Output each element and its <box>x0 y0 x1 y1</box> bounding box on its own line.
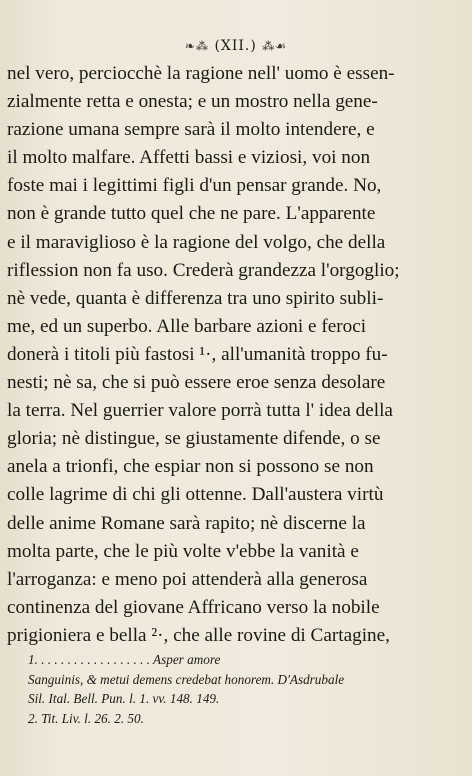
text-line: anela a trionfi, che espiar non si possono se non <box>7 456 374 478</box>
text-line: non è grande tutto quel che ne pare. L'apparente <box>7 203 376 225</box>
ornament-left: ❧⁂ <box>184 39 209 53</box>
footnote-line: 2. Tit. Liv. l. 26. 2. 50. <box>28 710 144 726</box>
text-line: e il maraviglioso è la ragione del volgo, che della <box>7 231 386 253</box>
footnote-line: 1. . . . . . . . . . . . . . . . . . Asper amore <box>28 652 221 667</box>
text-line: prigioniera e bella ²·, che alle rovine di Cartagine, <box>7 624 390 646</box>
page-number: (XII.) <box>214 38 257 54</box>
text-line: delle anime Romane sarà rapito; nè discerne la <box>7 512 366 534</box>
text-line: foste mai i legittimi figli d'un pensar grande. No, <box>7 175 382 197</box>
text-line: colle lagrime di chi gli ottenne. Dall'austera virtù <box>7 484 384 506</box>
page-header <box>0 38 472 54</box>
text-line: gloria; nè distingue, se giustamente difende, o se <box>7 428 381 450</box>
body-text <box>7 60 465 650</box>
text-line: donerà i titoli più fastosi ¹·, all'umanità troppo fu- <box>7 343 388 365</box>
text-line: molta parte, che le più volte v'ebbe la vanità e <box>7 540 359 562</box>
text-line: razione umana sempre sarà il molto intendere, e <box>7 119 375 141</box>
text-line: me, ed un superbo. Alle barbare azioni e feroci <box>7 315 367 337</box>
text-line: l'arroganza: e meno poi attenderà alla generosa <box>7 568 368 590</box>
text-line: il molto malfare. Affetti bassi e viziosi, voi non <box>7 147 371 169</box>
footnote-line: Sanguinis, & metui demens credebat honorem. D'Asdrubale <box>28 671 345 687</box>
text-line: nè vede, quanta è differenza tra uno spirito subli- <box>7 287 384 309</box>
footnotes <box>28 650 468 728</box>
text-line: zialmente retta e onesta; e un mostro nella gene- <box>7 91 378 113</box>
text-line: continenza del giovane Affricano verso la nobile <box>7 596 380 618</box>
footnote-line: Sil. Ital. Bell. Pun. l. 1. vv. 148. 149. <box>28 691 220 707</box>
ornament-right: ⁂☙ <box>262 39 288 53</box>
text-line: la terra. Nel guerrier valore porrà tutta l' idea della <box>7 400 393 422</box>
text-line: nesti; nè sa, che si può essere eroe senza desolare <box>7 372 386 394</box>
text-line: riflession non fa uso. Crederà grandezza l'orgoglio; <box>7 259 400 281</box>
text-line: nel vero, perciocchè la ragione nell' uomo è essen- <box>7 63 395 84</box>
